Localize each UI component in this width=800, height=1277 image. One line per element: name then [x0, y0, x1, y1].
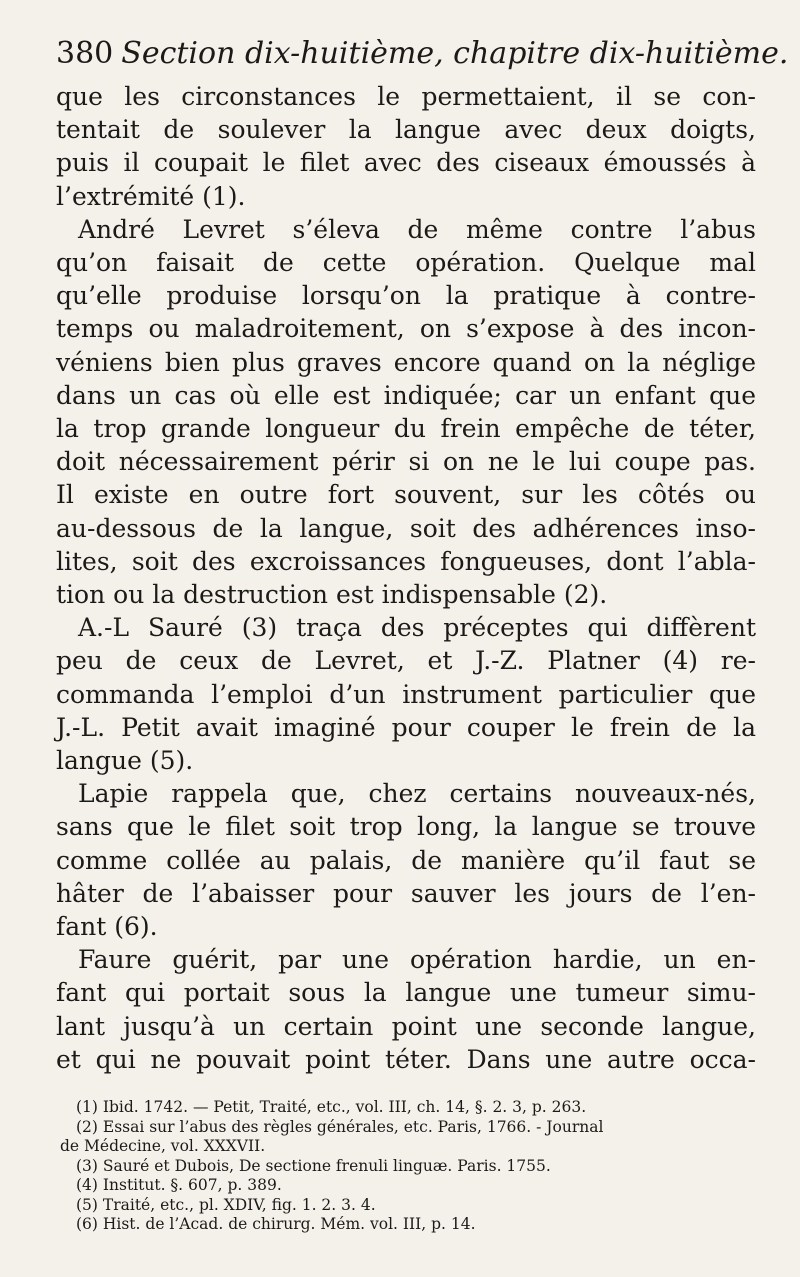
chapter-title: Section dix-huitième, chapitre dix-huitième.	[121, 36, 789, 71]
text-line: fant qui portait sous la langue une tumeur simu-	[56, 978, 756, 1008]
text-line: commanda l’emploi d’un instrument particulier que	[56, 679, 756, 709]
text-line: lant jusqu’à un certain point une seconde langue,	[56, 1011, 756, 1041]
text-line: langue (5).	[56, 746, 194, 776]
page-number: 380	[56, 36, 114, 71]
text-line: que les circonstances le permettaient, il se con-	[56, 82, 756, 111]
footnote-continuation: de Médecine, vol. XXXVII.	[60, 1137, 266, 1156]
text-line: Faure guérit, par une opération hardie, un en-	[78, 945, 756, 975]
footnotes	[56, 1098, 756, 1235]
footnote: (2) Essai sur l’abus des règles générales, etc. Paris, 1766. - Journal	[76, 1117, 604, 1136]
text-line: temps ou maladroitement, on s’expose à des incon-	[56, 314, 756, 344]
text-line: peu de ceux de Levret, et J.-Z. Platner (4) re-	[56, 646, 756, 676]
text-line: Lapie rappela que, chez certains nouveaux-nés,	[78, 779, 756, 809]
text-line: A.-L Sauré (3) traça des préceptes qui diffèrent	[78, 613, 756, 643]
text-line: qu’on faisait de cette opération. Quelque mal	[56, 248, 756, 278]
text-line: l’extrémité (1).	[56, 181, 246, 211]
text-line: fant (6).	[56, 912, 158, 942]
text-line: lites, soit des excroissances fongueuses, dont l’abla-	[56, 546, 756, 576]
body-text	[56, 80, 756, 1076]
text-line: sans que le filet soit trop long, la langue se trouve	[56, 812, 756, 842]
text-line: Il existe en outre fort souvent, sur les côtés ou	[56, 480, 756, 510]
text-line: comme collée au palais, de manière qu’il faut se	[56, 845, 756, 875]
footnote: (1) Ibid. 1742. — Petit, Traité, etc., vol. III, ch. 14, §. 2. 3, p. 263.	[76, 1098, 587, 1117]
text-line: doit nécessairement périr si on ne le lui coupe pas.	[56, 447, 756, 477]
text-line: tentait de soulever la langue avec deux doigts,	[56, 115, 756, 145]
text-line: véniens bien plus graves encore quand on la néglige	[56, 347, 756, 377]
text-line: tion ou la destruction est indispensable (2).	[56, 580, 608, 610]
text-line: et qui ne pouvait point téter. Dans une autre occa-	[56, 1044, 756, 1074]
text-line: André Levret s’éleva de même contre l’abus	[78, 214, 756, 244]
footnote: (6) Hist. de l’Acad. de chirurg. Mém. vol. III, p. 14.	[76, 1215, 476, 1234]
text-line: qu’elle produise lorsqu’on la pratique à contre-	[56, 281, 756, 311]
text-line: dans un cas où elle est indiquée; car un enfant que	[56, 380, 756, 410]
text-line: hâter de l’abaisser pour sauver les jours de l’en-	[56, 878, 756, 908]
footnote: (4) Institut. §. 607, p. 389.	[76, 1176, 282, 1195]
text-line: J.-L. Petit avait imaginé pour couper le frein de la	[56, 712, 756, 742]
running-head	[56, 34, 789, 74]
text-line: la trop grande longueur du frein empêche de téter,	[56, 414, 756, 444]
text-line: puis il coupait le filet avec des ciseaux émoussés à	[56, 148, 756, 178]
footnote: (5) Traité, etc., pl. XDIV, fig. 1. 2. 3. 4.	[76, 1195, 376, 1214]
footnote: (3) Sauré et Dubois, De sectione frenuli linguæ. Paris. 1755.	[76, 1156, 551, 1175]
text-line: au-dessous de la langue, soit des adhérences inso-	[56, 513, 756, 543]
